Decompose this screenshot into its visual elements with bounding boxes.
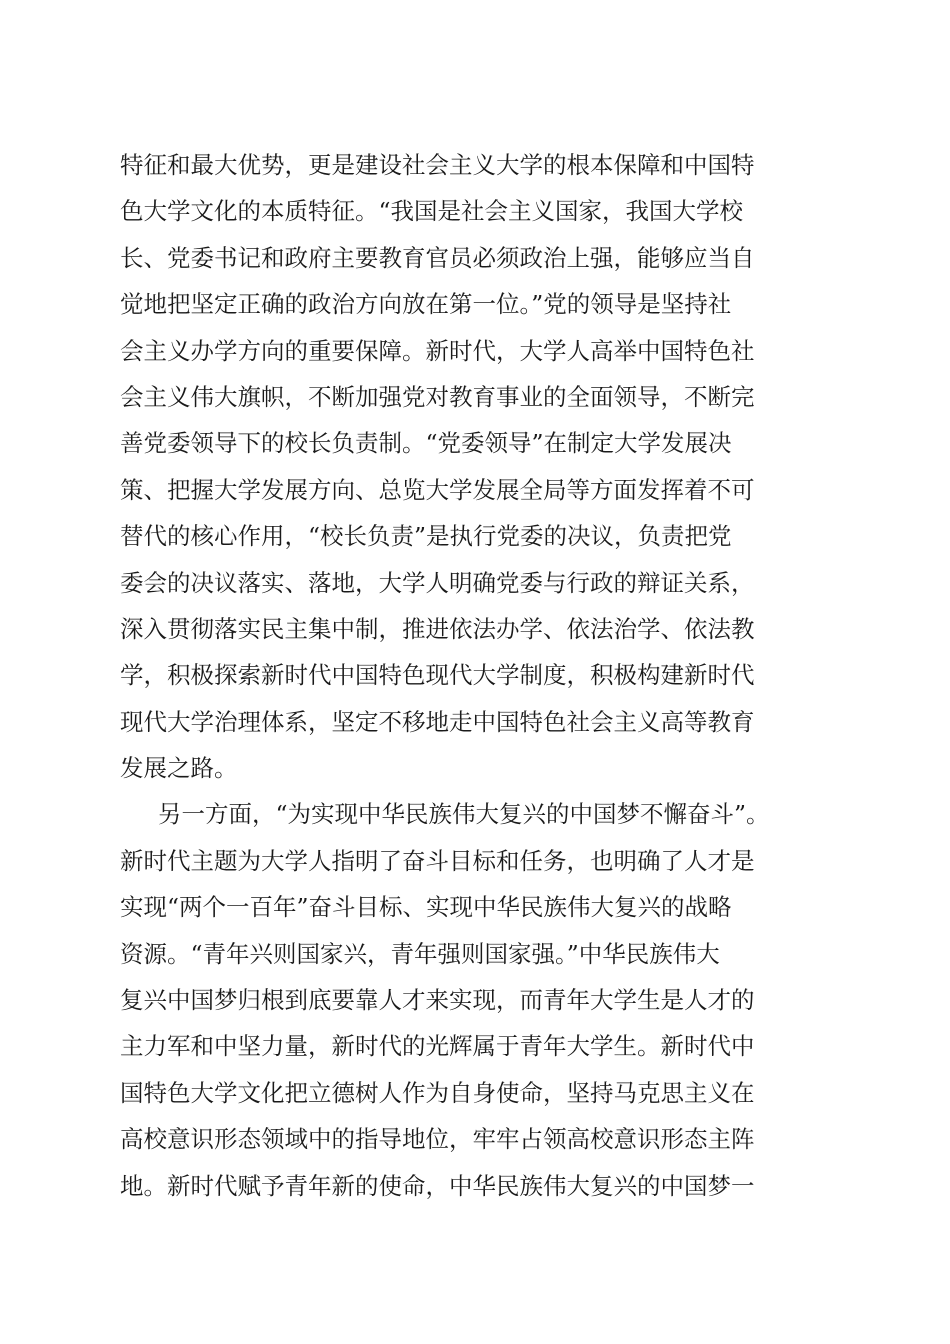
text-line: 委会的决议落实、落地，大学人明确党委与行政的辩证关系， (120, 568, 755, 597)
paragraph-1 (120, 142, 840, 791)
text-line: 深入贯彻落实民主集中制，推进依法办学、依法治学、依法教 (120, 614, 755, 643)
text-line: 国特色大学文化把立德树人作为自身使命，坚持马克思主义在 (120, 1078, 755, 1107)
text-line: 色大学文化的本质特征。“我国是社会主义国家，我国大学校 (120, 197, 744, 226)
text-line: 发展之路。 (120, 754, 238, 783)
text-line: 特征和最大优势，更是建设社会主义大学的根本保障和中国特 (120, 151, 755, 179)
text-line: 会主义伟大旗帜，不断加强党对教育事业的全面领导，不断完 (120, 382, 755, 411)
text-line: 复兴中国梦归根到底要靠人才来实现，而青年大学生是人才的 (120, 986, 755, 1015)
text-line: 觉地把坚定正确的政治方向放在第一位。”党的领导是坚持社 (120, 290, 732, 319)
body-text (120, 142, 840, 1209)
text-line: 现代大学治理体系，坚定不移地走中国特色社会主义高等教育 (120, 707, 755, 736)
text-line: 会主义办学方向的重要保障。新时代，大学人高举中国特色社 (120, 336, 755, 365)
text-line: 高校意识形态领域中的指导地位，牢牢占领高校意识形态主阵 (120, 1125, 755, 1154)
text-line: 另一方面，“为实现中华民族伟大复兴的中国梦不懈奋斗”。 (158, 800, 770, 829)
text-line: 主力军和中坚力量，新时代的光辉属于青年大学生。新时代中 (120, 1032, 755, 1061)
text-line: 善党委领导下的校长负责制。“党委领导”在制定大学发展决 (120, 429, 732, 458)
text-line: 资源。“青年兴则国家兴，青年强则国家强。”中华民族伟大 (120, 939, 720, 968)
text-line: 替代的核心作用，“校长负责”是执行党委的决议，负责把党 (120, 522, 732, 551)
text-line: 策、把握大学发展方向、总览大学发展全局等方面发挥着不可 (120, 475, 755, 504)
text-line: 学，积极探索新时代中国特色现代大学制度，积极构建新时代 (120, 661, 755, 690)
text-line: 长、党委书记和政府主要教育官员必须政治上强，能够应当自 (120, 243, 755, 272)
text-line: 地。新时代赋予青年新的使命，中华民族伟大复兴的中国梦一 (120, 1171, 755, 1200)
text-line: 实现“两个一百年”奋斗目标、实现中华民族伟大复兴的战略 (120, 893, 732, 922)
text-line: 新时代主题为大学人指明了奋斗目标和任务，也明确了人才是 (120, 846, 755, 875)
paragraph-2 (120, 791, 840, 1209)
